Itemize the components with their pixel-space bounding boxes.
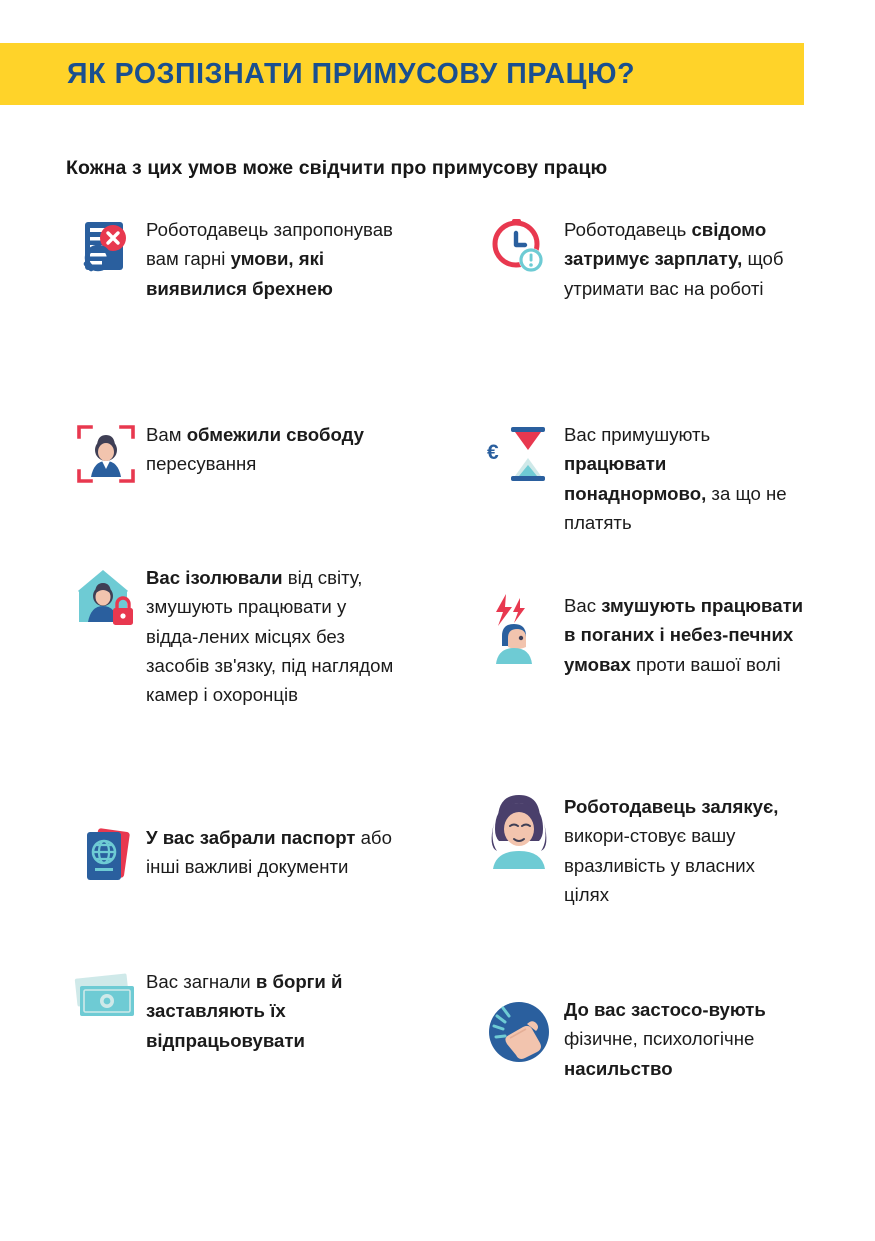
list-item-text: У вас забрали паспорт або інші важливі документи: [146, 827, 392, 878]
frightened-woman-icon: [474, 791, 564, 871]
list-item-text: Роботодавець запропонував вам гарні умови, які виявилися брехнею: [146, 219, 393, 299]
person-isolated-house-lock-icon: [66, 562, 146, 642]
money-banknotes-icon: [66, 966, 146, 1046]
hourglass-euro-icon: [474, 419, 564, 499]
document-rejected-icon: [66, 214, 146, 294]
list-item: [474, 994, 804, 1083]
list-item: [66, 822, 396, 902]
list-item: [474, 590, 804, 679]
violence-hand-icon: [474, 994, 564, 1074]
list-item-text: До вас застосо-вують фізичне, психологічне насильство: [564, 999, 766, 1079]
list-item-text: Вас примушують працювати понаднормово, за що не платять: [564, 424, 787, 533]
subtitle: Кожна з цих умов може свідчити про примусову працю: [66, 157, 608, 179]
list-item-text: Вам обмежили свободу пересування: [146, 424, 365, 475]
page-title: ЯК РОЗПІЗНАТИ ПРИМУСОВУ ПРАЦЮ?: [67, 57, 636, 90]
list-item-text: Роботодавець свідомо затримує зарплату, щоб утримати вас на роботі: [564, 219, 784, 299]
worker-danger-icon: [474, 590, 564, 670]
list-item: [474, 214, 804, 303]
header-banner: [0, 43, 804, 105]
svg-text:€: €: [487, 441, 499, 464]
list-item-text: Роботодавець залякує, викори-стовує вашу вразливість у власних цілях: [564, 796, 779, 905]
list-item: [66, 419, 396, 499]
list-item-text: Вас ізолювали від світу, змушують працювати у відда-лених місцях без засобів зв'язку, під наглядом камер і охоронців: [146, 567, 394, 706]
clock-alert-icon: [474, 214, 564, 294]
list-item: [474, 791, 804, 909]
list-item: [66, 966, 396, 1055]
list-item-text: Вас загнали в борги й заставляють їх відпрацьовувати: [146, 971, 343, 1051]
list-item: [474, 419, 804, 537]
list-item-text: Вас змушують працювати в поганих і небез-печних умовах проти вашої волі: [564, 595, 804, 675]
list-item: [66, 214, 396, 303]
list-item: [66, 562, 396, 709]
passport-icon: [66, 822, 146, 902]
person-restricted-icon: [66, 419, 146, 499]
